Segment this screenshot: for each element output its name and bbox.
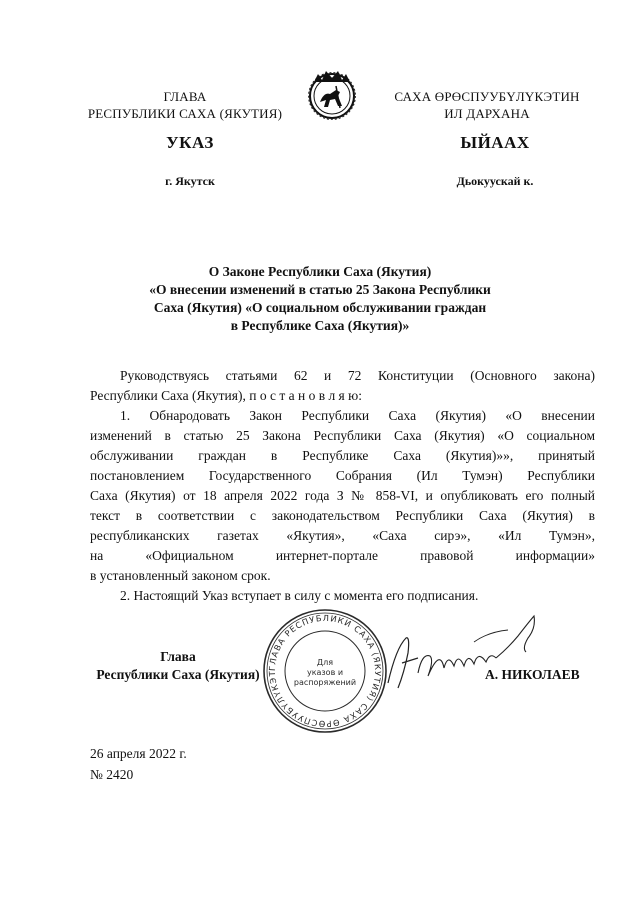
right-city: Дьокуускай к.: [456, 174, 534, 188]
signatory-title: [88, 648, 268, 684]
handwritten-signature: [378, 608, 548, 698]
left-title: УКАЗ: [166, 133, 214, 152]
document-title-line3: Саха (Якутия) «О социальном обслуживании граждан: [153, 300, 487, 315]
body-p2-line3: обслуживании граждан в Республике Саха (Якутия)»», принятый: [90, 448, 595, 463]
stamp-center-line2: указов и: [306, 668, 344, 677]
signatory-name: А. НИКОЛАЕВ: [485, 667, 580, 682]
document-title: [100, 263, 540, 335]
document-body: [90, 366, 595, 606]
document-title-line2: «О внесении изменений в статью 25 Закона Республики: [149, 282, 491, 297]
header-left-line2: РЕСПУБЛИКИ САХА (ЯКУТИЯ): [87, 106, 283, 121]
header-left-line1: ГЛАВА: [163, 89, 207, 104]
body-p2-line6: текст в соответствии с законодательством Республики Саха (Якутия) в: [90, 508, 595, 523]
header-right-line1: САХА ӨРӨСПУУБҮЛҮКЭТИН: [394, 89, 580, 104]
stamp-center-line3: распоряжений: [293, 678, 357, 687]
signatory-line2: Республики Саха (Якутия): [96, 667, 260, 682]
header-left: [60, 88, 310, 122]
coat-of-arms-icon: [300, 62, 364, 126]
signatory-line1: Глава: [160, 649, 196, 664]
stamp-center-line1: Для: [316, 658, 334, 667]
stamp-ring-text: ГЛАВА РЕСПУБЛИКИ САХА (ЯКУТИЯ) САХА ӨРӨСПУУБҮЛҮКЭТ: [266, 612, 384, 730]
header-right-line2: ИЛ ДАРХАНА: [444, 106, 530, 121]
body-p2-line1: 1. Обнародовать Закон Республики Саха (Якутия) «О внесении: [120, 408, 595, 423]
body-p2-line4: постановлением Государственного Собрания (Ил Тумэн) Республики: [90, 468, 595, 483]
body-p2-line2: изменений в статью 25 Закона Республики Саха (Якутия) «О социальном: [90, 428, 595, 443]
body-p2-line7: республиканских газетах «Якутия», «Саха сирэ», «Ил Тумэн»,: [90, 528, 595, 543]
body-p2-line8: на «Официальном интернет-портале правовой информации»: [90, 548, 595, 563]
body-p3: 2. Настоящий Указ вступает в силу с момента его подписания.: [120, 588, 479, 603]
body-p2-line5: Саха (Якутия) от 18 апреля 2022 года З № 858-VI, и опубликовать его полный: [90, 488, 595, 503]
header-right: [362, 88, 612, 122]
right-title: ЫЙААХ: [460, 133, 530, 152]
official-stamp: [262, 608, 388, 734]
document-title-line1: О Законе Республики Саха (Якутия): [208, 264, 432, 279]
left-city: г. Якутск: [165, 174, 215, 188]
body-p1-line2: Республики Саха (Якутия), п о с т а н о в л я ю:: [90, 388, 362, 403]
body-p2-line9: в установленный законом срок.: [90, 568, 271, 583]
body-p1-line1: Руководствуясь статьями 62 и 72 Конституции (Основного закона): [120, 368, 595, 383]
document-date: 26 апреля 2022 г.: [90, 746, 187, 761]
document-title-line4: в Республике Саха (Якутия)»: [230, 318, 410, 333]
document-number: № 2420: [90, 767, 134, 782]
